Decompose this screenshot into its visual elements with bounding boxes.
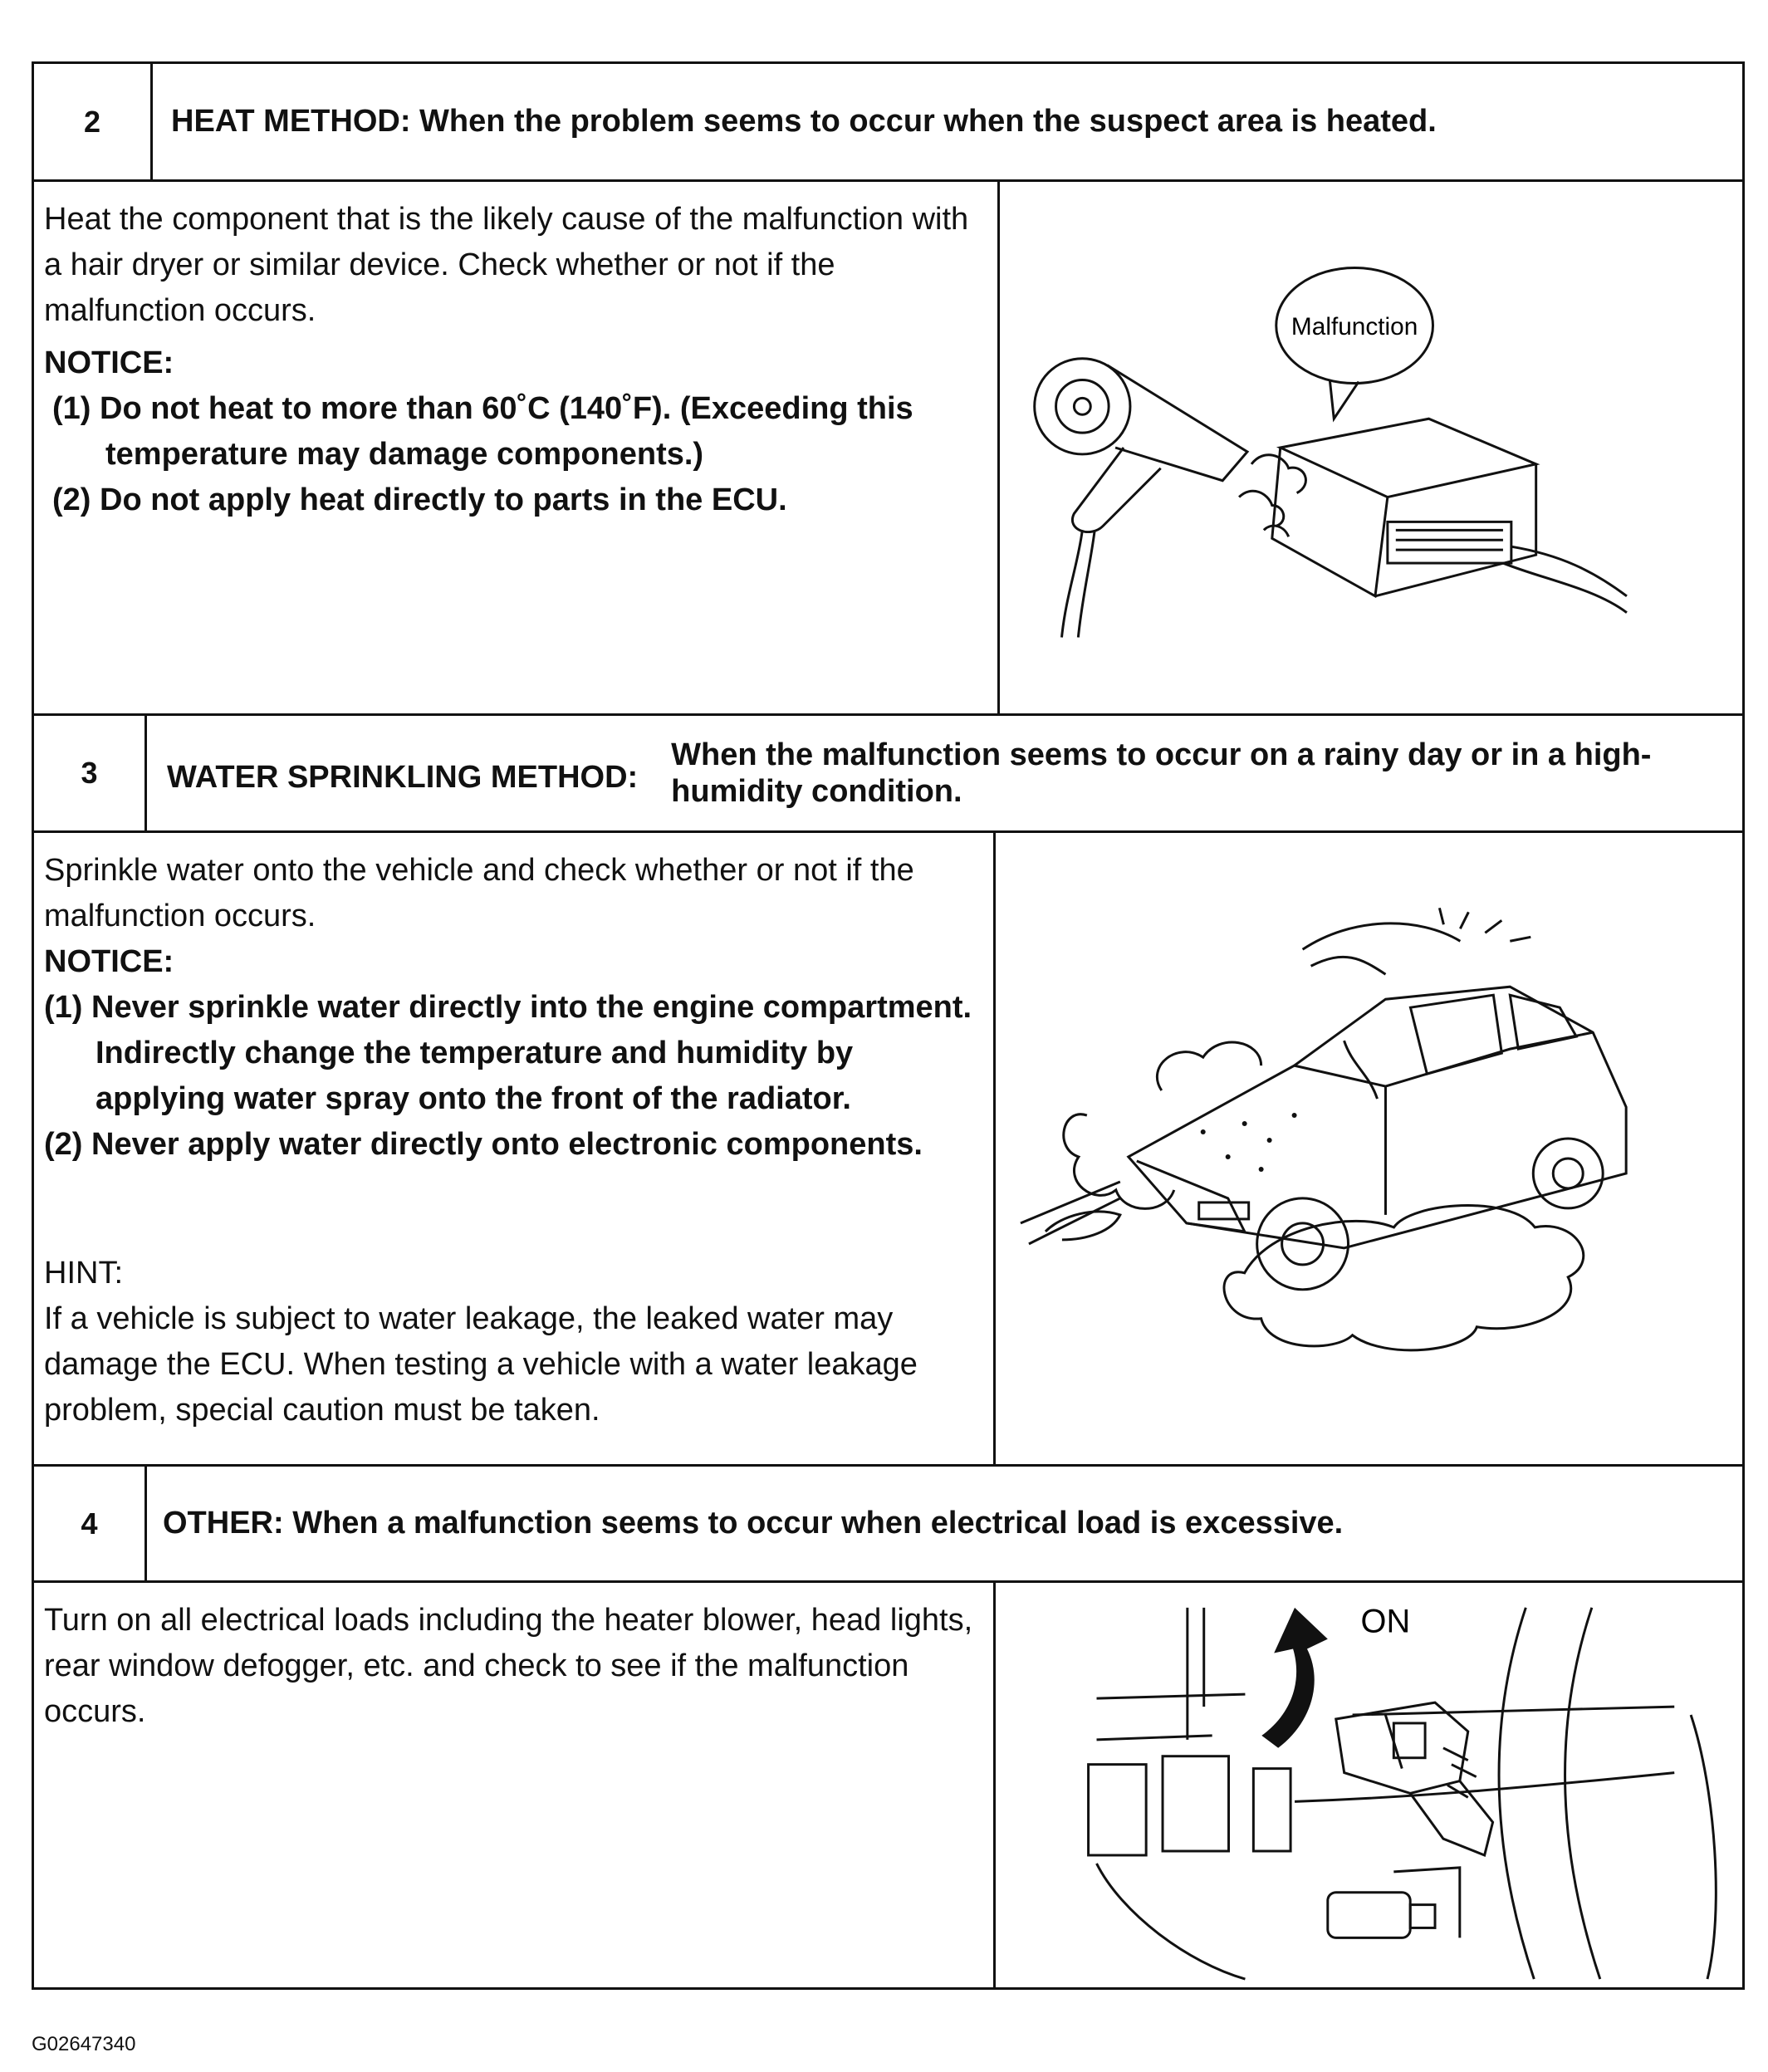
section-title xyxy=(167,716,1726,830)
car-water-spray-drawing xyxy=(996,833,1742,1464)
section-4-body xyxy=(34,1583,1742,1987)
section-title: HEAT METHOD: When the problem seems to occur when the suspect area is heated. xyxy=(171,104,1437,139)
hint-text: If a vehicle is subject to water leakage, the leaked water may damage the ECU. When testing a vehicle with a water leakage problem, special caution must be taken. xyxy=(44,1301,918,1428)
notice-item: (2) Never apply water directly onto electronic components. xyxy=(44,1127,923,1162)
bubble-label: Malfunction xyxy=(1290,312,1418,340)
procedure-table xyxy=(32,61,1745,1990)
section-number: 4 xyxy=(34,1467,147,1580)
hint-label: HINT: xyxy=(44,1256,123,1291)
section-3-body xyxy=(34,833,1742,1467)
section-2-text xyxy=(34,182,1000,713)
notice-item: (1) Do not heat to more than 60˚C (140˚F). (Exceeding this temperature may damage components.) xyxy=(52,391,913,472)
notice-item: (2) Do not apply heat directly to parts in the ECU. xyxy=(52,482,787,517)
section-title: OTHER: When a malfunction seems to occur when electrical load is excessive. xyxy=(163,1506,1344,1541)
figure-code: G02647340 xyxy=(32,2033,136,2055)
light-switch-illustration xyxy=(996,1583,1742,1987)
section-4-text xyxy=(34,1583,996,1987)
hair-dryer-ecu-drawing xyxy=(1000,182,1742,713)
on-label: ON xyxy=(1360,1603,1411,1640)
instruction-text: Sprinkle water onto the vehicle and check whether or not if the malfunction occurs. xyxy=(44,853,914,933)
section-number: 3 xyxy=(34,716,147,830)
car-water-spray-illustration xyxy=(996,833,1742,1464)
instruction-text: Heat the component that is the likely cause of the malfunction with a hair dryer or similar device. Check whether or not if the malfunction occurs. xyxy=(44,202,969,328)
section-2-body xyxy=(34,182,1742,716)
section-3-text xyxy=(34,833,996,1464)
notice-label: NOTICE: xyxy=(44,345,174,380)
section-3-header xyxy=(34,716,1742,833)
section-title-condition: When the malfunction seems to occur on a rainy day or in a high-humidity condition. xyxy=(671,737,1652,809)
section-title-lead: WATER SPRINKLING METHOD: xyxy=(167,759,639,795)
section-number: 2 xyxy=(34,64,153,179)
light-switch-drawing xyxy=(996,1583,1742,1987)
notice-item: (1) Never sprinkle water directly into the engine compartment. Indirectly change the temperature and humidity by applying water spray onto the front of the radiator. xyxy=(44,990,972,1116)
section-4-header xyxy=(34,1467,1742,1583)
instruction-text: Turn on all electrical loads including the heater blower, head lights, rear window defogger, etc. and check to see if the malfunction occurs. xyxy=(44,1603,973,1729)
notice-label: NOTICE: xyxy=(44,944,174,979)
hair-dryer-ecu-illustration xyxy=(1000,182,1742,713)
section-2-header xyxy=(34,64,1742,182)
